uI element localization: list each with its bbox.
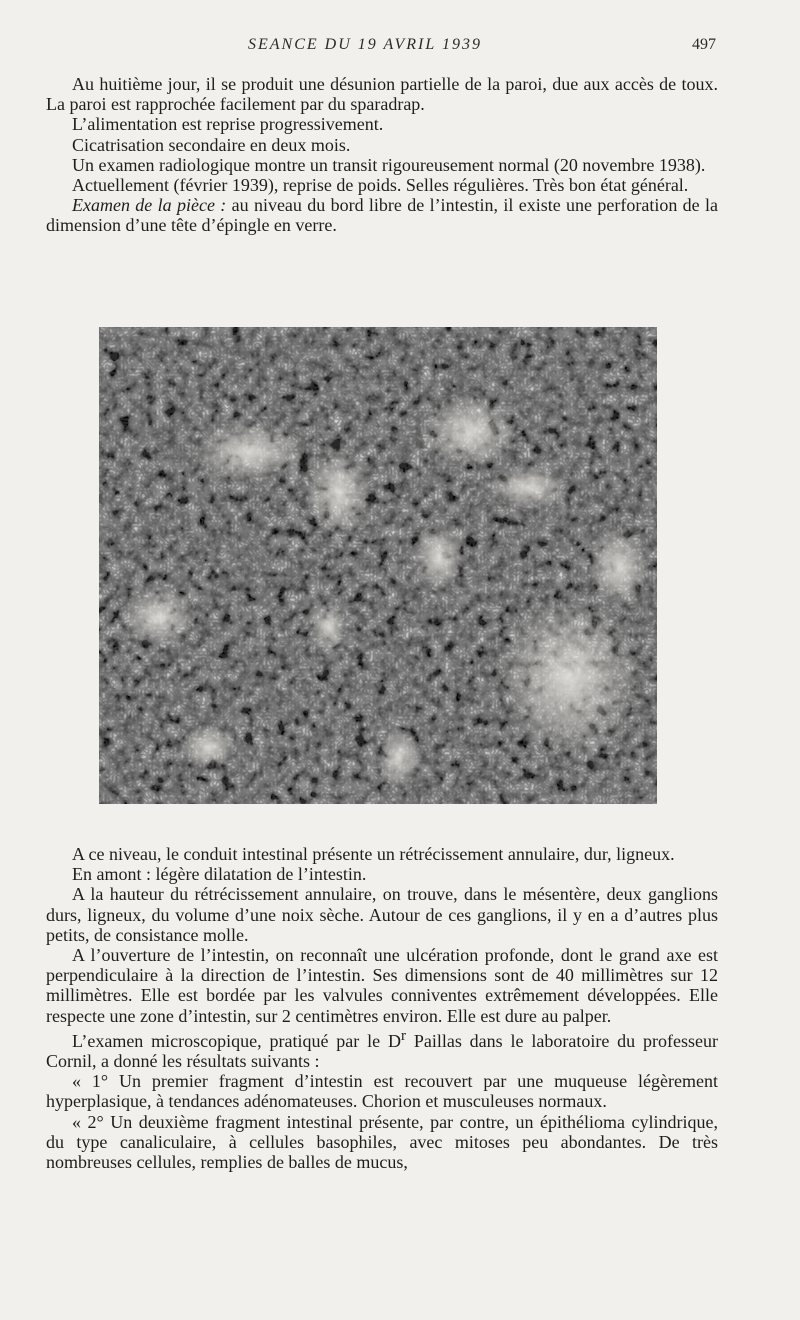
paragraph: A la hauteur du rétrécissement annulaire, on trouve, dans le mésentère, deux ganglions durs, ligneux, du volume d’une noix sèche. Autour de ces ganglions, il y en a d’autres plus petits, de consistance molle. — [46, 884, 718, 945]
top-text-block — [46, 74, 718, 236]
running-title: SEANCE DU 19 AVRIL 1939 — [248, 36, 482, 53]
paragraph: A ce niveau, le conduit intestinal présente un rétrécissement annulaire, dur, ligneux. — [72, 844, 675, 864]
paragraph: Un examen radiologique montre un transit rigoureusement normal (20 novembre 1938). — [72, 154, 706, 175]
bottom-text-block — [46, 844, 718, 1172]
microscopy-paragraph — [46, 1026, 718, 1071]
exam-label: Examen de la pièce : — [72, 195, 227, 216]
microscopy-rest: Paillas dans le laboratoire du professeur Cornil, a donné les résultats suivants : — [46, 1030, 718, 1072]
microscopy-lead: L’examen microscopique, pratiqué par le D — [72, 1030, 401, 1051]
paragraph: En amont : légère dilatation de l’intestin. — [72, 864, 367, 885]
finding-paragraph: « 2° Un deuxième fragment intestinal présente, par contre, un épithélioma cylindrique, du type canaliculaire, à cellules basophiles, avec mitoses peu abondantes. De très nombreuses cellules, remplies de balles de mucus, — [46, 1111, 718, 1173]
paragraph: L’alimentation est reprise progressivement. — [72, 114, 384, 135]
exam-paragraph — [46, 195, 718, 235]
page-number: 497 — [692, 36, 716, 53]
paragraph: Cicatrisation secondaire en deux mois. — [72, 134, 351, 155]
paragraph: A l’ouverture de l’intestin, on reconnaît une ulcération profonde, dont le grand axe est perpendiculaire à la direction de l’intestin. Ses dimensions sont de 40 millimètres sur 12 millimètres. Elle est bordée par les valvules conniventes extrêmement développées. Elle respecte une zone d’intestin, sur 2 centimètres environ. Elle est dure au palper. — [46, 945, 718, 1026]
micrograph-figure — [99, 327, 657, 804]
paragraph: Actuellement (février 1939), reprise de poids. Selles régulières. Très bon état général. — [72, 175, 689, 196]
doctor-superscript: r — [400, 1027, 406, 1044]
finding-paragraph: « 1° Un premier fragment d’intestin est recouvert par une muqueuse légèrement hyperplasique, à tendances adénomateuses. Chorion et musculeuses normaux. — [46, 1071, 718, 1112]
paragraph: Au huitième jour, il se produit une désunion partielle de la paroi, due aux accès de toux. La paroi est rapprochée facilement par du sparadrap. — [46, 74, 718, 115]
running-head — [0, 36, 800, 58]
exam-text: au niveau du bord libre de l’intestin, il existe une perforation de la dimension d’une tête d’épingle en verre. — [46, 195, 718, 236]
